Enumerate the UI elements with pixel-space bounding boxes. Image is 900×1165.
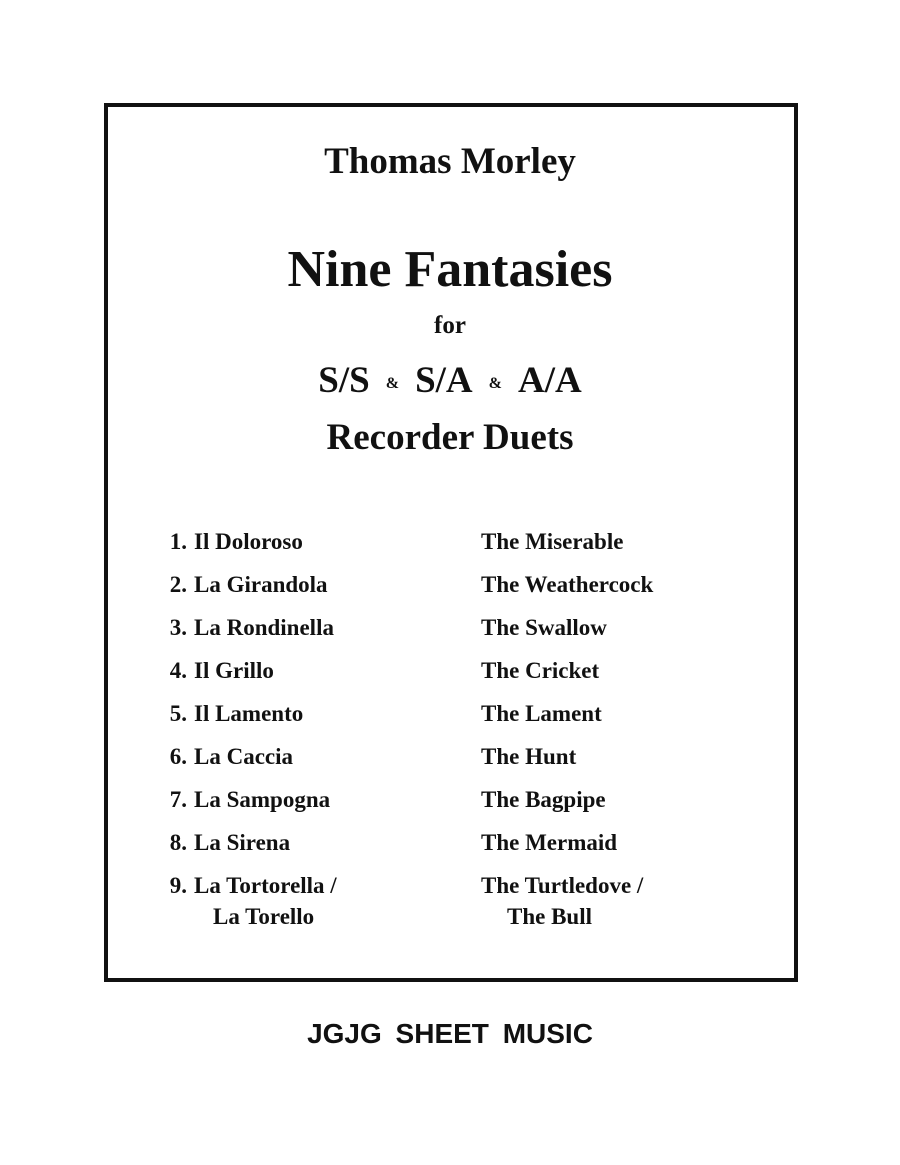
work-subtitle: Recorder Duets [326,417,574,458]
voicing-separator: & [385,375,400,392]
voicing-part: S/S [318,360,370,401]
piece-english-title: The Turtledove / [481,873,644,898]
piece-italian-title: La Sirena [194,830,291,855]
piece-italian-title: La Rondinella [194,615,334,640]
voicing-part: S/A [415,360,473,401]
piece-italian-title: La Caccia [194,744,294,769]
list-item [0,570,900,613]
piece-number: 3. [169,615,187,640]
piece-italian-title: Il Doloroso [194,529,303,554]
piece-number: 6. [169,744,187,769]
piece-italian-title: La Tortorella / [194,873,337,898]
piece-english-title: The Miserable [481,529,624,554]
piece-number: 7. [169,787,187,812]
piece-english-title: The Hunt [481,744,577,769]
for-label: for [434,312,466,339]
piece-number: 2. [169,572,187,597]
piece-number: 1. [169,529,187,554]
piece-english-title-line2: The Bull [507,904,593,929]
piece-number: 5. [169,701,187,726]
piece-italian-title: La Girandola [194,572,328,597]
work-title: Nine Fantasies [287,241,613,298]
piece-italian-title-line2: La Torello [213,904,315,929]
voicing-separator: & [488,375,502,392]
list-item [0,656,900,699]
piece-english-title: The Cricket [481,658,600,683]
piece-english-title: The Lament [481,701,602,726]
piece-english-title: The Mermaid [481,830,618,855]
voicing-line [0,358,900,411]
piece-english-title: The Swallow [481,615,607,640]
list-item [0,742,900,785]
piece-number: 4. [169,658,187,683]
piece-italian-title: La Sampogna [194,787,331,812]
list-item [0,785,900,828]
list-item [0,871,900,941]
piece-number: 9. [169,873,187,898]
piece-english-title: The Weathercock [481,572,654,597]
list-item [0,613,900,656]
list-item [0,828,900,871]
list-item [0,699,900,742]
piece-english-title: The Bagpipe [481,787,606,812]
voicing-part: A/A [517,360,582,401]
piece-number: 8. [169,830,187,855]
piece-italian-title: Il Grillo [194,658,274,683]
publisher-name: JGJG SHEET MUSIC [307,1018,593,1049]
piece-italian-title: Il Lamento [194,701,304,726]
composer-name: Thomas Morley [324,141,576,182]
list-item [0,527,900,570]
piece-list [0,527,900,941]
